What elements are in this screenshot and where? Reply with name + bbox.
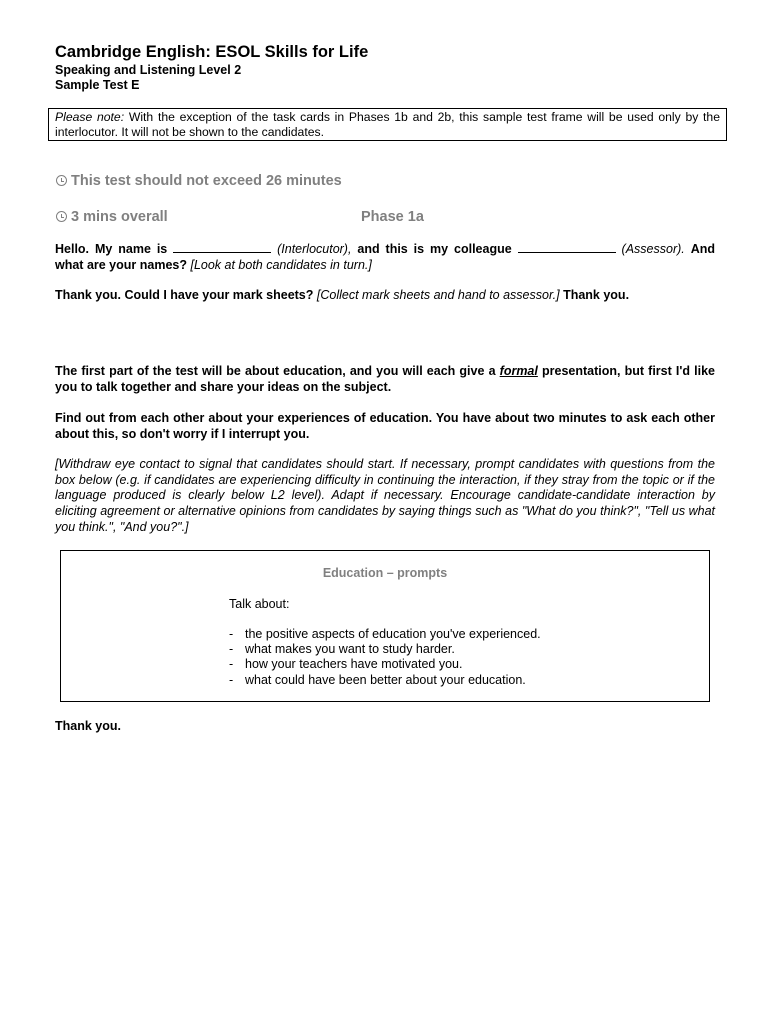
list-item (229, 673, 541, 688)
list-item (229, 657, 541, 672)
document-subtitle-level: Speaking and Listening Level 2 (55, 63, 242, 77)
time-limit-text: This test should not exceed 26 minutes (71, 173, 342, 189)
phase-duration-text: 3 mins overall (71, 209, 168, 225)
prompts-list (229, 627, 541, 688)
note-label: Please note: (55, 110, 125, 124)
note-text: With the exception of the task cards in Phases 1b and 2b, this sample test frame will be used only by the interlocutor. It will not be shown to the candidates. (55, 110, 720, 139)
thanks-text: Thank you. (559, 288, 630, 302)
assessor-note: (Assessor). (615, 242, 685, 256)
formal-emphasis: formal (499, 364, 538, 378)
look-instruction: [Look at both candidates in turn.] (187, 257, 372, 272)
phase-label: Phase 1a (361, 209, 424, 225)
dash-bullet: - (229, 657, 234, 672)
prompts-intro: Talk about: (229, 597, 290, 611)
dash-bullet: - (229, 642, 234, 657)
names-question: And what are your names? (55, 242, 715, 272)
interlocutor-note: (Interlocutor), (271, 242, 352, 256)
prompt-text: what could have been better about your education. (245, 672, 526, 687)
phase-duration-line (56, 209, 168, 226)
colleague-blank (518, 241, 616, 253)
name-blank (173, 241, 271, 253)
mark-sheets-question: Thank you. Could I have your mark sheets? (55, 288, 314, 302)
dash-bullet: - (229, 627, 234, 641)
instruction-paragraph: [Withdraw eye contact to signal that candidates should start. If necessary, prompt candidates with questions from the box below (e.g. if candidates are experiencing difficulty in continuing the interaction, if they stray from the topic or if the language produced is clearly below L2 level). Adapt if necessary. Encourage candidate-candidate interaction by eliciting agreement or alternative opinions from candidates by saying things such as "What do you think?", "Tell us what you think.", "And you?".] (55, 457, 715, 534)
mark-sheets-paragraph (55, 288, 715, 304)
dash-bullet: - (229, 672, 234, 687)
intro-after: presentation, but first I'd like you to talk together and share your ideas on the subject. (55, 364, 715, 394)
list-item (229, 642, 541, 657)
note-box (48, 108, 727, 141)
time-limit-line (56, 173, 342, 190)
closing-text: Thank you. (55, 719, 121, 733)
prompt-text: how your teachers have motivated you. (245, 657, 463, 672)
document-title: Cambridge English: ESOL Skills for Life (55, 43, 369, 61)
colleague-text: and this is my colleague (351, 242, 518, 256)
collect-instruction: [Collect mark sheets and hand to assessor.] (313, 288, 560, 302)
clock-icon (56, 175, 67, 186)
prompt-text: the positive aspects of education you've experienced. (245, 627, 541, 641)
task-paragraph: Find out from each other about your experiences of education. You have about two minutes to ask each other about this, so don't worry if I interrupt you. (55, 411, 715, 441)
prompts-box (60, 550, 710, 702)
clock-icon (56, 211, 67, 222)
list-item (229, 627, 541, 642)
prompts-title: Education – prompts (322, 566, 448, 580)
document-subtitle-test: Sample Test E (55, 78, 140, 92)
greeting-paragraph (55, 241, 715, 273)
prompt-text: what makes you want to study harder. (245, 642, 455, 657)
greeting-text: Hello. My name is (55, 242, 174, 256)
intro-before: The first part of the test will be about education, and you will each give a (55, 364, 500, 378)
intro-paragraph (55, 364, 715, 395)
